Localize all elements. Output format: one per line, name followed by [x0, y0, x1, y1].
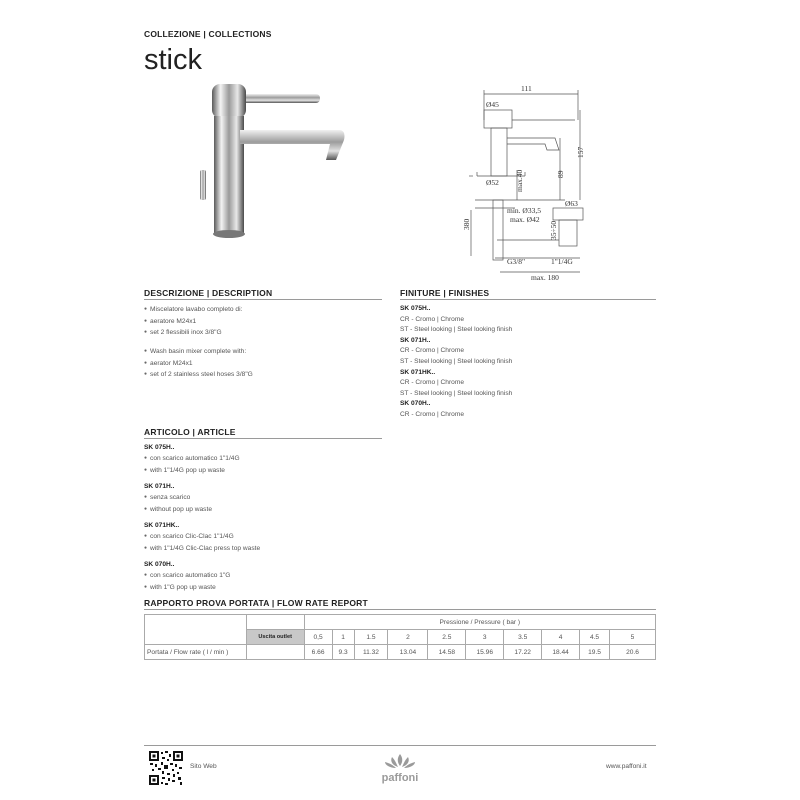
list-item: ● aerator M24x1 — [144, 358, 253, 370]
pressure-cell: 2.5 — [428, 630, 466, 645]
description-title: DESCRIZIONE | DESCRIPTION — [144, 288, 273, 298]
list-item: ● con scarico automatico 1"G — [144, 570, 230, 582]
table-row — [145, 645, 656, 660]
list-item: ● with 1"1/4G Clic-Clac press top waste — [144, 543, 260, 555]
dim-max-40: max.40 — [515, 169, 524, 192]
finish-line: ST - Steel looking | Steel looking finish — [400, 357, 513, 365]
list-item: ● without pop up waste — [144, 504, 212, 516]
list-item: ● Miscelatore lavabo completo di: — [144, 304, 242, 316]
pressure-cell: 1.5 — [354, 630, 388, 645]
article-code: SK 071HK.. — [144, 522, 180, 529]
article-lines — [144, 492, 212, 515]
finish-line: CR - Cromo | Chrome — [400, 347, 464, 355]
finishes-title: FINITURE | FINISHES — [400, 288, 490, 298]
list-item: ● con scarico automatico 1"1/4G — [144, 453, 240, 465]
pressure-cell: 0,5 — [304, 630, 332, 645]
list-item: ● with 1"1/4G pop up waste — [144, 465, 240, 477]
article-code: SK 071H.. — [144, 483, 175, 490]
description-rule — [144, 299, 382, 300]
flow-cell: 15.96 — [466, 645, 504, 660]
description-list-it — [144, 304, 242, 339]
finishes-list — [400, 304, 512, 421]
article-code: SK 075H.. — [144, 444, 175, 451]
flow-cell: 19.5 — [580, 645, 610, 660]
description-list-en — [144, 346, 253, 381]
pressure-cell: 1 — [332, 630, 354, 645]
qr-code-icon[interactable] — [148, 750, 184, 786]
site-label: Sito Web — [190, 763, 217, 770]
paffoni-logo-icon — [372, 752, 428, 786]
pressure-cell: 3.5 — [504, 630, 542, 645]
collection-label: COLLEZIONE | COLLECTIONS — [144, 29, 272, 39]
flow-cell: 18.44 — [542, 645, 580, 660]
flow-row-label: Portata / Flow rate ( l / min ) — [145, 645, 247, 660]
article-lines — [144, 531, 260, 554]
dim-min-hole: min. Ø33,5 — [507, 206, 541, 215]
flow-cell: 9.3 — [332, 645, 354, 660]
article-title: ARTICOLO | ARTICLE — [144, 427, 236, 437]
flow-cell: 13.04 — [388, 645, 428, 660]
finishes-rule — [400, 299, 656, 300]
outlet-label: Uscita outlet — [246, 630, 304, 645]
dim-max-hole: max. Ø42 — [510, 215, 540, 224]
finish-code: SK 070H.. — [400, 400, 431, 408]
list-item: ● senza scarico — [144, 492, 212, 504]
pressure-cell: 3 — [466, 630, 504, 645]
dim-depth-380: 380 — [462, 218, 471, 230]
finish-line: CR - Cromo | Chrome — [400, 315, 464, 323]
dim-max-180: max. 180 — [531, 273, 559, 282]
list-item: ● set 2 flessibili inox 3/8"G — [144, 327, 242, 339]
dim-waste-thread: 1"1/4G — [551, 257, 573, 266]
pressure-cell: 2 — [388, 630, 428, 645]
flow-cell: 6.66 — [304, 645, 332, 660]
dim-range-35-50: 35÷50 — [549, 220, 558, 240]
faucet-photo — [190, 78, 350, 243]
technical-drawing — [455, 80, 600, 285]
brand-name: paffoni — [381, 772, 419, 784]
table-row — [145, 615, 656, 630]
finish-line: CR - Cromo | Chrome — [400, 410, 464, 418]
finish-line: CR - Cromo | Chrome — [400, 379, 464, 387]
article-lines — [144, 570, 230, 593]
product-name: stick — [144, 44, 202, 76]
flow-report-title: RAPPORTO PROVA PORTATA | FLOW RATE REPORT — [144, 598, 368, 608]
finish-code: SK 071H.. — [400, 336, 431, 344]
dim-diameter-base: Ø52 — [486, 178, 499, 187]
flow-cell: 14.58 — [428, 645, 466, 660]
dim-diameter-top: Ø45 — [486, 100, 499, 109]
article-rule — [144, 438, 382, 439]
finish-code: SK 075H.. — [400, 305, 431, 312]
article-code: SK 070H.. — [144, 561, 175, 568]
pressure-cell: 4 — [542, 630, 580, 645]
footer-rule — [144, 745, 656, 746]
finish-line: ST - Steel looking | Steel looking finish — [400, 389, 513, 397]
dim-total-height: 157 — [576, 146, 585, 158]
list-item: ● con scarico Clic-Clac 1"1/4G — [144, 531, 260, 543]
pressure-cell: 5 — [610, 630, 656, 645]
dim-thread: G3/8" — [507, 257, 526, 266]
flow-cell: 11.32 — [354, 645, 388, 660]
list-item: ● Wash basin mixer complete with: — [144, 346, 253, 358]
flow-cell: 20.6 — [610, 645, 656, 660]
finish-code: SK 071HK.. — [400, 368, 436, 376]
dim-diameter-63: Ø63 — [565, 199, 578, 208]
dim-spout-height: 89 — [556, 170, 565, 178]
list-item: ● with 1"G pop up waste — [144, 582, 230, 594]
list-item: ● set of 2 stainless steel hoses 3/8"G — [144, 369, 253, 381]
flow-report-rule — [144, 609, 656, 610]
dim-top-width: 111 — [521, 84, 532, 93]
finish-line: ST - Steel looking | Steel looking finish — [400, 326, 513, 334]
pressure-header: Pressione / Pressure ( bar ) — [304, 615, 655, 630]
list-item: ● aeratore M24x1 — [144, 316, 242, 328]
pressure-cell: 4.5 — [580, 630, 610, 645]
article-lines — [144, 453, 240, 476]
flow-rate-table — [144, 614, 656, 660]
flow-cell: 17.22 — [504, 645, 542, 660]
website-link[interactable]: www.paffoni.it — [606, 763, 647, 770]
